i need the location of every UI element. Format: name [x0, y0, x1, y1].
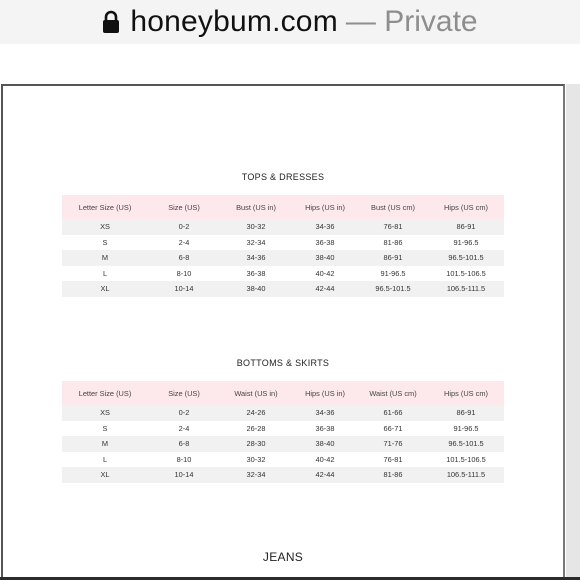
table-cell: 0-2	[148, 219, 220, 235]
table-cell: 30-32	[220, 452, 292, 468]
column-header: Size (US)	[148, 195, 220, 219]
table-cell: 86-91	[428, 405, 504, 421]
table-cell: 91-96.5	[428, 421, 504, 437]
table-cell: 32-34	[220, 235, 292, 251]
column-header: Size (US)	[148, 381, 220, 405]
table-header-row	[62, 381, 504, 405]
table-cell: 8-10	[148, 266, 220, 282]
table-cell: 36-38	[292, 421, 358, 437]
table-cell: S	[62, 235, 148, 251]
scroll-gutter	[566, 84, 580, 580]
table-cell: 76-81	[358, 219, 428, 235]
column-header: Hips (US cm)	[428, 195, 504, 219]
table-cell: 8-10	[148, 452, 220, 468]
column-header: Bust (US in)	[220, 195, 292, 219]
table-cell: 66-71	[358, 421, 428, 437]
table-cell: L	[62, 266, 148, 282]
table-cell: 6-8	[148, 250, 220, 266]
table-cell: 101.5-106.5	[428, 266, 504, 282]
table-cell: XS	[62, 405, 148, 421]
table-header-row	[62, 195, 504, 219]
jeans-section-title: JEANS	[262, 550, 304, 564]
table-cell: 96.5-101.5	[428, 436, 504, 452]
url-domain: honeybum.com	[130, 5, 338, 38]
lock-icon	[102, 10, 120, 34]
table-cell: 76-81	[358, 452, 428, 468]
table-cell: 96.5-101.5	[358, 281, 428, 297]
table-cell: M	[62, 250, 148, 266]
table-row	[62, 250, 504, 266]
table-cell: 86-91	[428, 219, 504, 235]
table-cell: S	[62, 421, 148, 437]
table-cell: XL	[62, 467, 148, 483]
table-cell: XS	[62, 219, 148, 235]
table-cell: 6-8	[148, 436, 220, 452]
table-cell: 42-44	[292, 281, 358, 297]
page-content-frame	[1, 84, 565, 579]
table-cell: 38-40	[220, 281, 292, 297]
table-cell: 86-91	[358, 250, 428, 266]
table-cell: 10-14	[148, 281, 220, 297]
table-cell: 28-30	[220, 436, 292, 452]
table-cell: 34-36	[292, 405, 358, 421]
table-cell: 26-28	[220, 421, 292, 437]
column-header: Hips (US in)	[292, 381, 358, 405]
tops-size-table	[62, 195, 504, 297]
table-cell: L	[62, 452, 148, 468]
table-row	[62, 467, 504, 483]
table-cell: 36-38	[292, 235, 358, 251]
column-header: Hips (US in)	[292, 195, 358, 219]
table-cell: 34-36	[220, 250, 292, 266]
table-cell: 106.5-111.5	[428, 467, 504, 483]
table-row	[62, 421, 504, 437]
private-indicator: — Private	[345, 5, 478, 38]
table-cell: 96.5-101.5	[428, 250, 504, 266]
table-cell: 42-44	[292, 467, 358, 483]
table-cell: 91-96.5	[428, 235, 504, 251]
table-cell: 2-4	[148, 235, 220, 251]
table-row	[62, 281, 504, 297]
table-row	[62, 219, 504, 235]
table-cell: M	[62, 436, 148, 452]
column-header: Bust (US cm)	[358, 195, 428, 219]
table-cell: 81-86	[358, 467, 428, 483]
table-cell: 34-36	[292, 219, 358, 235]
column-header: Letter Size (US)	[62, 195, 148, 219]
table-cell: 36-38	[220, 266, 292, 282]
table-cell: 81-86	[358, 235, 428, 251]
tops-section-title: TOPS & DRESSES	[241, 172, 325, 182]
table-cell: 91-96.5	[358, 266, 428, 282]
table-cell: 38-40	[292, 250, 358, 266]
table-cell: 101.5-106.5	[428, 452, 504, 468]
table-cell: 40-42	[292, 266, 358, 282]
address-bar[interactable]	[0, 0, 580, 44]
column-header: Hips (US cm)	[428, 381, 504, 405]
table-row	[62, 266, 504, 282]
table-cell: 38-40	[292, 436, 358, 452]
table-cell: 30-32	[220, 219, 292, 235]
column-header: Waist (US cm)	[358, 381, 428, 405]
bottoms-section-title: BOTTOMS & SKIRTS	[236, 358, 330, 368]
table-cell: 0-2	[148, 405, 220, 421]
table-cell: 106.5-111.5	[428, 281, 504, 297]
table-cell: 10-14	[148, 467, 220, 483]
table-cell: 40-42	[292, 452, 358, 468]
table-cell: 71-76	[358, 436, 428, 452]
table-row	[62, 452, 504, 468]
table-cell: 32-34	[220, 467, 292, 483]
table-row	[62, 235, 504, 251]
table-cell: 61-66	[358, 405, 428, 421]
bottoms-size-table	[62, 381, 504, 483]
address-bar-content	[102, 5, 477, 39]
table-cell: XL	[62, 281, 148, 297]
column-header: Letter Size (US)	[62, 381, 148, 405]
table-cell: 24-26	[220, 405, 292, 421]
table-cell: 2-4	[148, 421, 220, 437]
table-row	[62, 405, 504, 421]
column-header: Waist (US in)	[220, 381, 292, 405]
table-row	[62, 436, 504, 452]
